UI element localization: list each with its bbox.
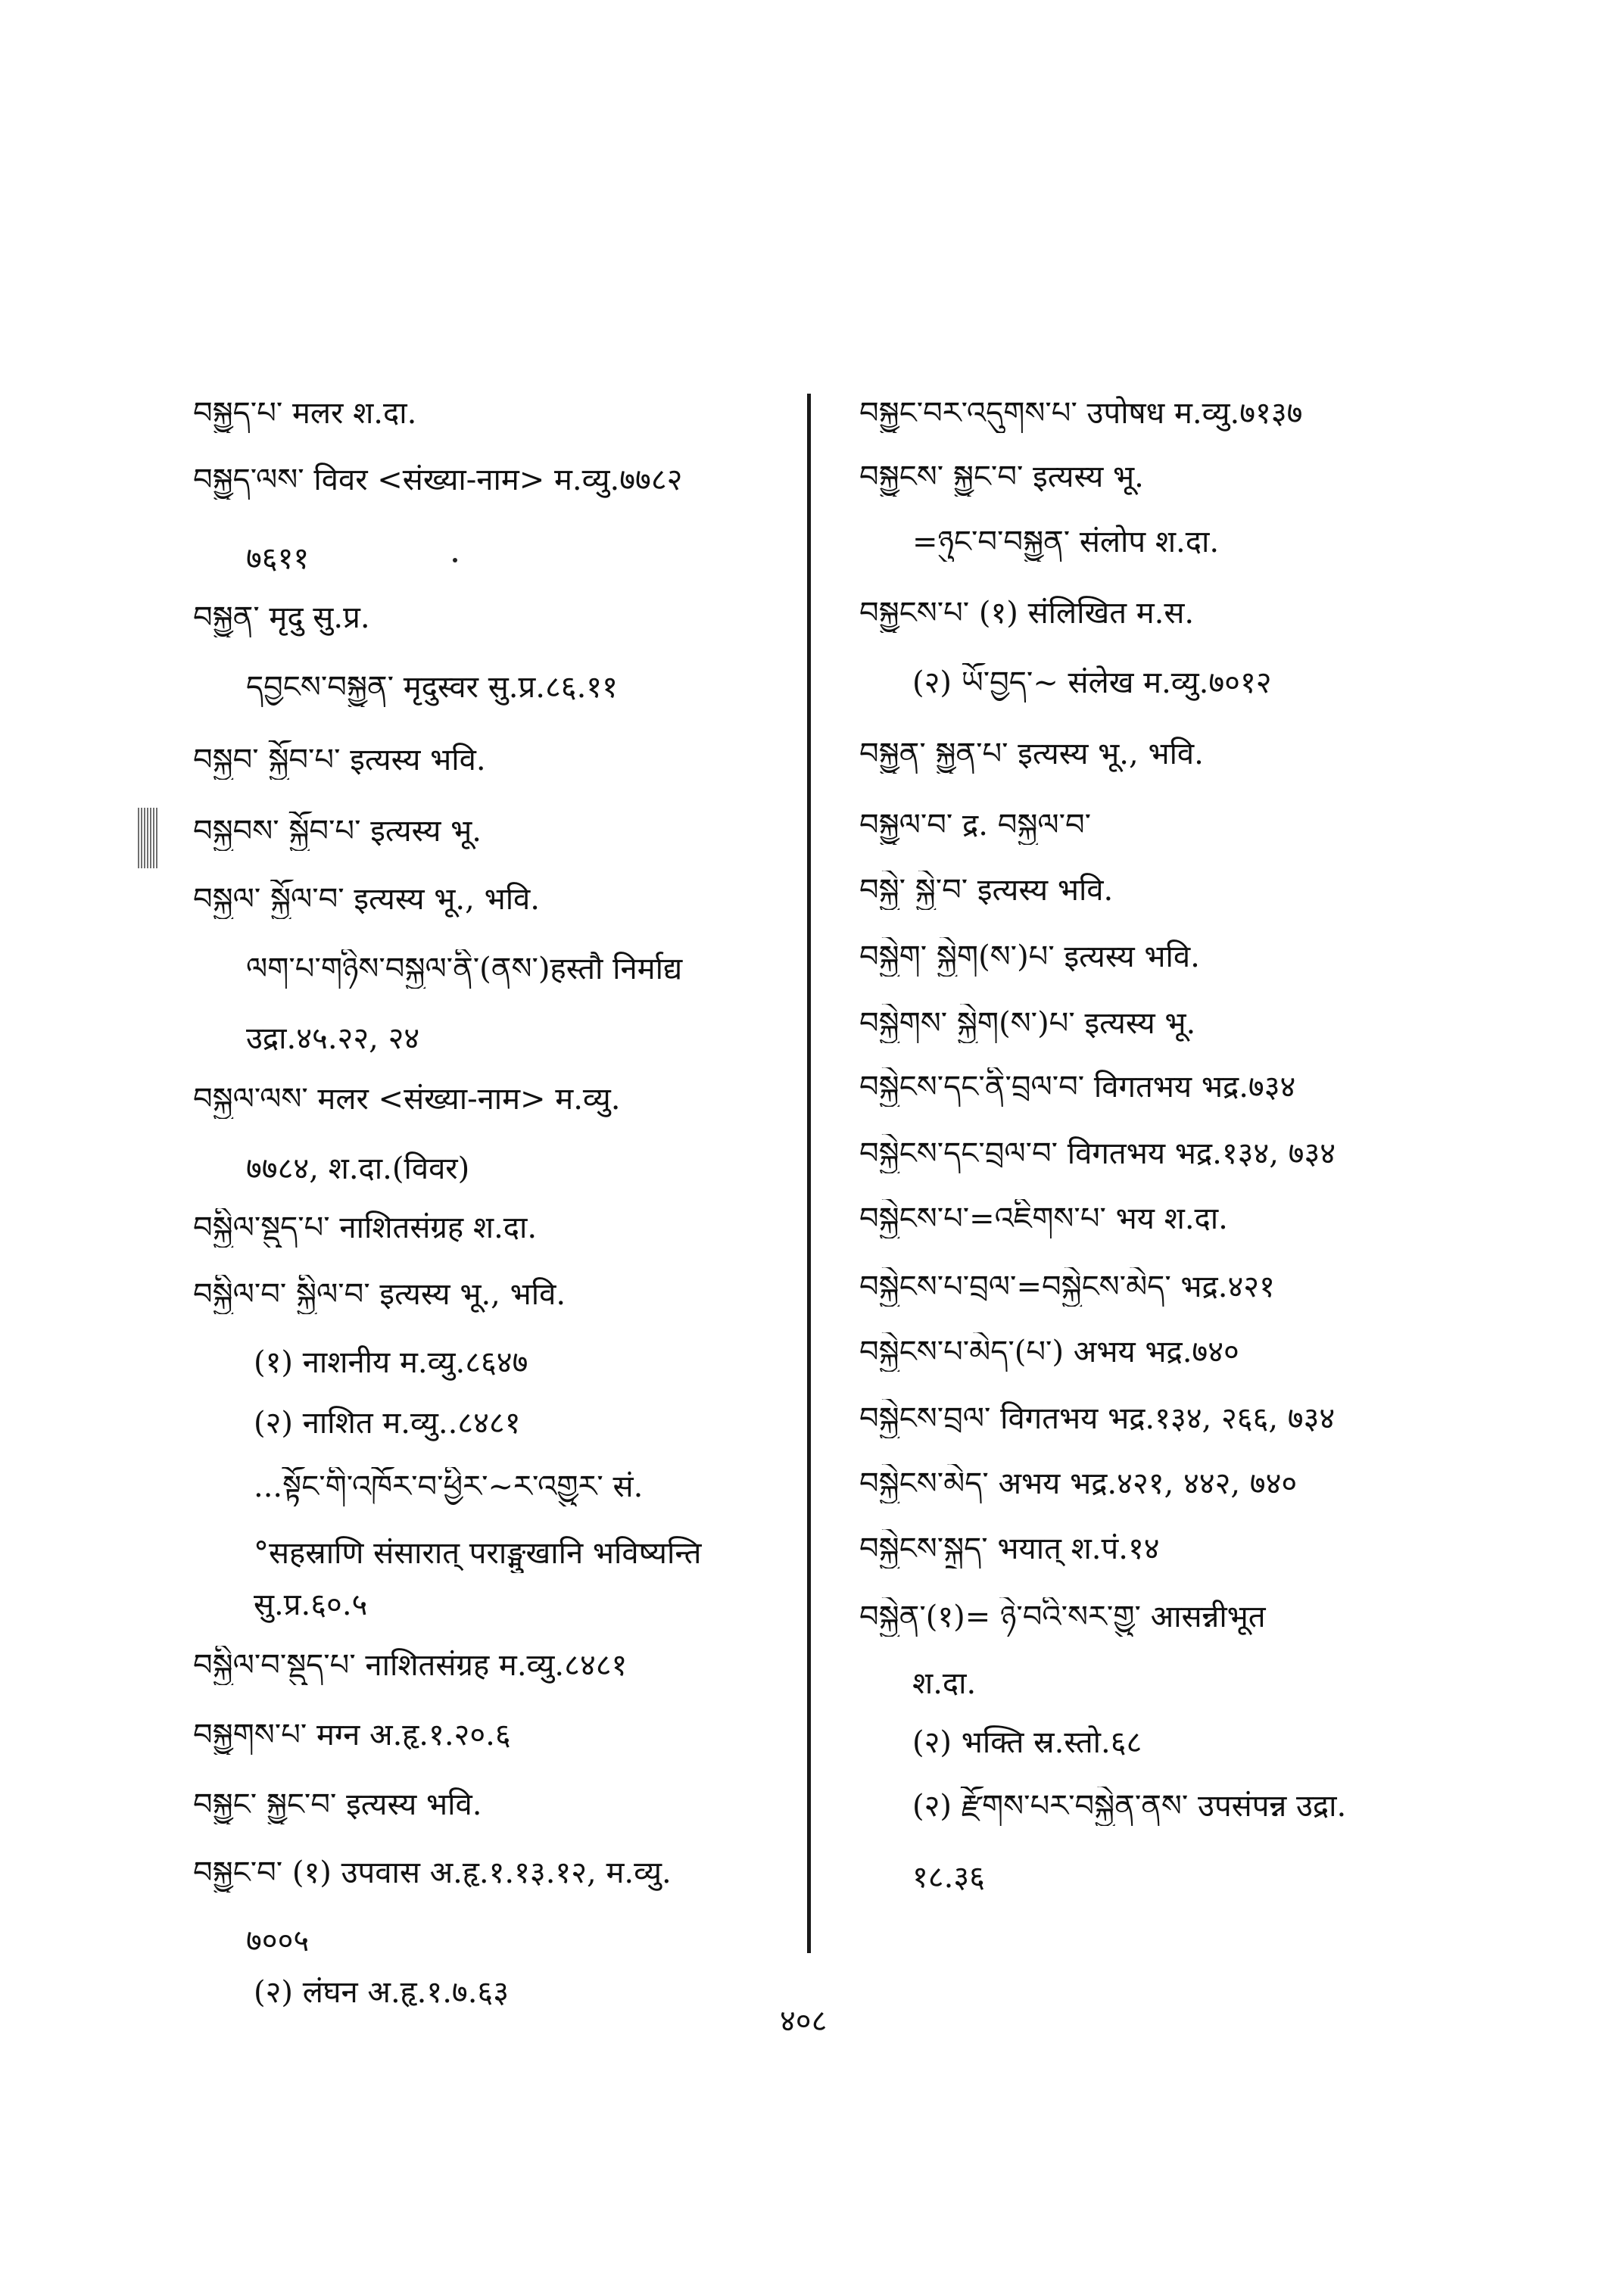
- entry: བསྐྱུན་ སྐྱུན་པ་ इत्यस्य भू., भवि.: [859, 737, 1204, 771]
- entry: བསྐྱུངས་པ་ (१) संलिखित म.स.: [859, 596, 1195, 631]
- entry: (२) རྫོགས་པར་བསྐྱེན་ནས་ उपसंपन्न उद्रा.: [912, 1789, 1347, 1824]
- entry: °सहस्राणि संसारात् पराङ्मुखानि भविष्यन्ति: [254, 1536, 702, 1571]
- entry: བསྐྱིལ་སྡུད་པ་ नाशितसंग्रह श.दा.: [193, 1210, 538, 1245]
- entry: བསྐྱུང་བ་ (१) उपवास अ.हृ.१.१३.१२, म.व्यु.: [193, 1855, 672, 1890]
- entry: བསྐྱེངས་དང་བྲལ་བ་ विगतभय भद्र.१३४, ७३४: [859, 1136, 1336, 1171]
- entry: १८.३६: [912, 1860, 985, 1895]
- entry: བསྐྱེན་(१)= ཉེ་བའི་སར་གྱུ་ आसन्नीभूत: [859, 1600, 1266, 1634]
- entry: བསྐྱལ་ལས་ मलर <संख्या-नाम> म.व्यु.: [193, 1082, 621, 1117]
- entry: ७७८४, श.दा.(विवर): [246, 1151, 470, 1186]
- entry: (१) नाशनीय म.व्यु.८६४७: [254, 1345, 528, 1380]
- entry: བསྐྱེངས་སྐྲད་ भयात् श.पं.१४: [859, 1531, 1160, 1566]
- entry: (२) लंघन अ.हृ.१.७.६३: [254, 1975, 510, 2010]
- entry: བསྐྱེགས་ སྐྱེག(ས་)པ་ इत्यस्य भू.: [859, 1006, 1196, 1041]
- margin-scan-mark: [138, 808, 157, 868]
- entry: བསྐྱུང་ སྐྱུང་བ་ इत्यस्य भवि.: [193, 1787, 482, 1822]
- entry: =ཉུང་བ་བསྐྱུན་ संलोप श.दा.: [912, 525, 1220, 559]
- entry: བསྐྱིལ་བ་སྡུད་པ་ नाशितसंग्रह म.व्यु.८४८१: [193, 1648, 628, 1683]
- entry: ७६११: [246, 541, 310, 576]
- entry: བསྐྱུང་བར་འདུགས་པ་ उपोषध म.व्यु.७१३७: [859, 396, 1303, 431]
- entry: བསྐྱིལ་བ་ སྐྱིལ་བ་ इत्यस्य भू., भवि.: [193, 1277, 566, 1312]
- entry: བསྐྱབ་ སྐྱོབ་པ་ इत्यस्य भवि.: [193, 743, 486, 777]
- entry: (२) नाशित म.व्यु..८४८१: [254, 1406, 521, 1441]
- entry: བསྐྱེག་ སྐྱེག(ས་)པ་ इत्यस्य भवि.: [859, 939, 1200, 974]
- entry: उद्रा.४५.२२, २४: [246, 1021, 420, 1056]
- entry: བསྐྱུངས་ སྐྱུང་བ་ इत्यस्य भू.: [859, 460, 1144, 494]
- entry: (२) भक्ति स्र.स्तो.६८: [912, 1725, 1142, 1760]
- entry: བསྐྱལ་ སྐྱོལ་བ་ इत्यस्य भू., भवि.: [193, 882, 541, 917]
- entry: དབྱངས་བསྐྱུན་ मृदुस्वर सु.प्र.८६.११: [246, 670, 618, 705]
- entry: सु.प्र.६०.५: [254, 1587, 368, 1622]
- entry: བསྐྱེངས་བྲལ་ विगतभय भद्र.१३४, २६६, ७३४: [859, 1401, 1336, 1436]
- entry: ७००५: [246, 1924, 310, 1958]
- entry: (२) ཡོ་བྱད་~ संलेख म.व्यु.७०१२: [912, 665, 1272, 700]
- entry: བསྐྱེ་ སྐྱེ་བ་ इत्यस्य भवि.: [859, 873, 1114, 908]
- entry: བསྐྱེངས་དང་ནི་བྲལ་བ་ विगतभय भद्र.७३४: [859, 1070, 1296, 1104]
- entry: བསྐྱུད་པ་ मलर श.दा.: [193, 396, 417, 431]
- entry: བསྐྱུལ་བ་ द्र. བསྐྱལ་བ་: [859, 808, 1092, 843]
- entry: བསྐྱབས་ སྐྱོབ་པ་ इत्यस्य भू.: [193, 814, 482, 849]
- entry: བསྐྱུད་ལས་ विवर <संख्या-नाम> म.व्यु.७७८२: [193, 463, 683, 497]
- entry: བསྐྱེངས་པ་=འཇིགས་པ་ भय श.दा.: [859, 1201, 1228, 1236]
- entry: ...སྟོང་གི་འཁོར་བ་ཕྱིར་~ར་འགྱུར་ सं.: [254, 1469, 644, 1504]
- entry: ལག་པ་གཉིས་བསྐྱལ་ནི་(ནས་)हस्तौ निर्माद्य: [246, 952, 683, 986]
- entry: श.दा.: [912, 1666, 977, 1701]
- entry: བསྐྱུགས་པ་ मग्न अ.हृ.१.२०.६: [193, 1718, 511, 1752]
- entry: བསྐྱེངས་པ་མེད་(པ་) अभय भद्र.७४०: [859, 1335, 1239, 1369]
- entry: བསྐྱེངས་པ་བྲལ་=བསྐྱེངས་མེད་ भद्र.४२१: [859, 1270, 1275, 1304]
- entry: བསྐྱེངས་མེད་ अभय भद्र.४२१, ४४२, ७४०: [859, 1466, 1298, 1501]
- page-number: ४०८: [780, 2004, 828, 2039]
- column-divider: [807, 394, 811, 1953]
- entry: བསྐྱུན་ मृदु सु.प्र.: [193, 600, 370, 635]
